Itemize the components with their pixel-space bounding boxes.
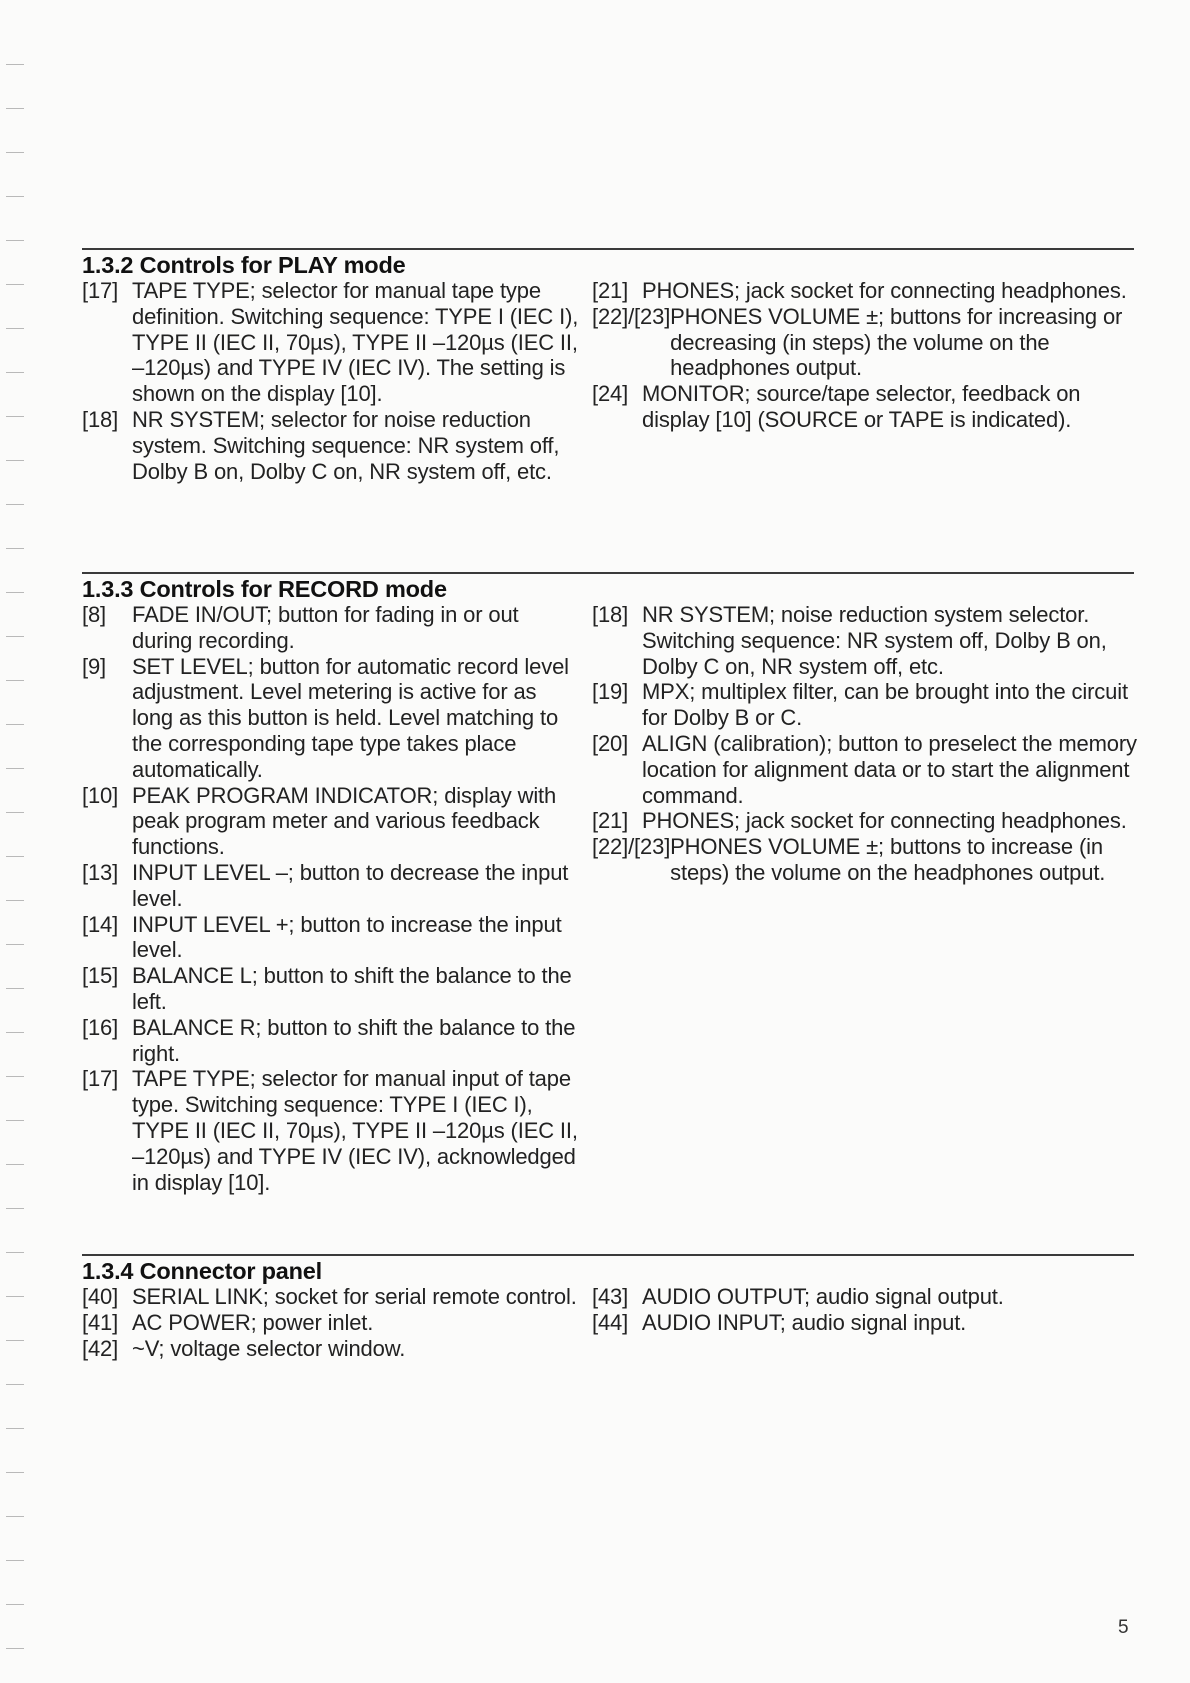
section-heading: 1.3.4 Connector panel bbox=[82, 1258, 323, 1284]
control-item: [22]/[23] PHONES VOLUME ±; buttons for increasing or decreasing (in steps) the volume on the headphones output. bbox=[592, 303, 1123, 381]
control-item: [22]/[23] PHONES VOLUME ±; buttons to increase (in steps) the volume on the headphones output. bbox=[592, 834, 1106, 885]
control-item: [24] MONITOR; source/tape selector, feedback on display [10] (SOURCE or TAPE is indicated). bbox=[592, 381, 1081, 432]
control-item: [14] INPUT LEVEL +; button to increase the input level. bbox=[82, 911, 562, 963]
left-column bbox=[82, 602, 582, 1195]
section-heading: 1.3.3 Controls for RECORD mode bbox=[82, 576, 447, 602]
control-item: [43] AUDIO OUTPUT; audio signal output. bbox=[592, 1284, 1004, 1309]
control-item: [17] TAPE TYPE; selector for manual tape type definition. Switching sequence: TYPE I (IEC I), TYPE II (IEC II, 70µs), TYPE II –120µs (IEC II, –120µs) and TYPE IV (IEC IV). The setting is shown on the display [10]. bbox=[82, 278, 579, 407]
control-item: [16] BALANCE R; button to shift the balance to the right. bbox=[82, 1014, 576, 1066]
control-item: [10] PEAK PROGRAM INDICATOR; display with peak program meter and various feedback functions. bbox=[82, 782, 557, 860]
control-item: [17] TAPE TYPE; selector for manual input of tape type. Switching sequence: TYPE I (IEC I), TYPE II (IEC II, 70µs), TYPE II –120µs (IEC II, –120µs) and TYPE IV (IEC IV), acknowledged in display [10]. bbox=[82, 1066, 578, 1195]
left-column bbox=[82, 278, 582, 484]
right-column bbox=[592, 278, 1152, 433]
control-item: [18] NR SYSTEM; noise reduction system selector. Switching sequence: NR system off, Dolby B on, Dolby C on, NR system off, etc. bbox=[592, 602, 1107, 679]
control-item: [9] SET LEVEL; button for automatic record level adjustment. Level metering is active for as long as this button is held. Level matching to the corresponding tape type takes place automatically. bbox=[82, 653, 569, 782]
left-column bbox=[82, 1284, 582, 1361]
right-column bbox=[592, 602, 1152, 886]
control-item: [41] AC POWER; power inlet. bbox=[82, 1309, 374, 1335]
control-item: [15] BALANCE L; button to shift the balance to the left. bbox=[82, 963, 572, 1014]
control-item: [18] NR SYSTEM; selector for noise reduction system. Switching sequence: NR system off, Dolby B on, Dolby C on, NR system off, etc. bbox=[82, 406, 560, 484]
right-column bbox=[592, 1284, 1152, 1336]
control-item: [21] PHONES; jack socket for connecting headphones. bbox=[592, 278, 1127, 303]
page-margin-marks bbox=[0, 0, 30, 1683]
control-item: [13] INPUT LEVEL –; button to decrease the input level. bbox=[82, 859, 569, 911]
control-item: [21] PHONES; jack socket for connecting headphones. bbox=[592, 808, 1127, 834]
control-item: [42] ~V; voltage selector window. bbox=[82, 1335, 406, 1361]
control-item: [19] MPX; multiplex filter, can be brought into the circuit for Dolby B or C. bbox=[592, 679, 1128, 731]
section-heading: 1.3.2 Controls for PLAY mode bbox=[82, 252, 406, 278]
page-number: 5 bbox=[1118, 1617, 1129, 1638]
control-item: [44] AUDIO INPUT; audio signal input. bbox=[592, 1309, 967, 1335]
control-item: [8] FADE IN/OUT; button for fading in or out during recording. bbox=[82, 602, 519, 653]
control-item: [40] SERIAL LINK; socket for serial remote control. bbox=[82, 1284, 577, 1309]
control-item: [20] ALIGN (calibration); button to preselect the memory location for alignment data or to start the alignment command. bbox=[592, 730, 1137, 808]
